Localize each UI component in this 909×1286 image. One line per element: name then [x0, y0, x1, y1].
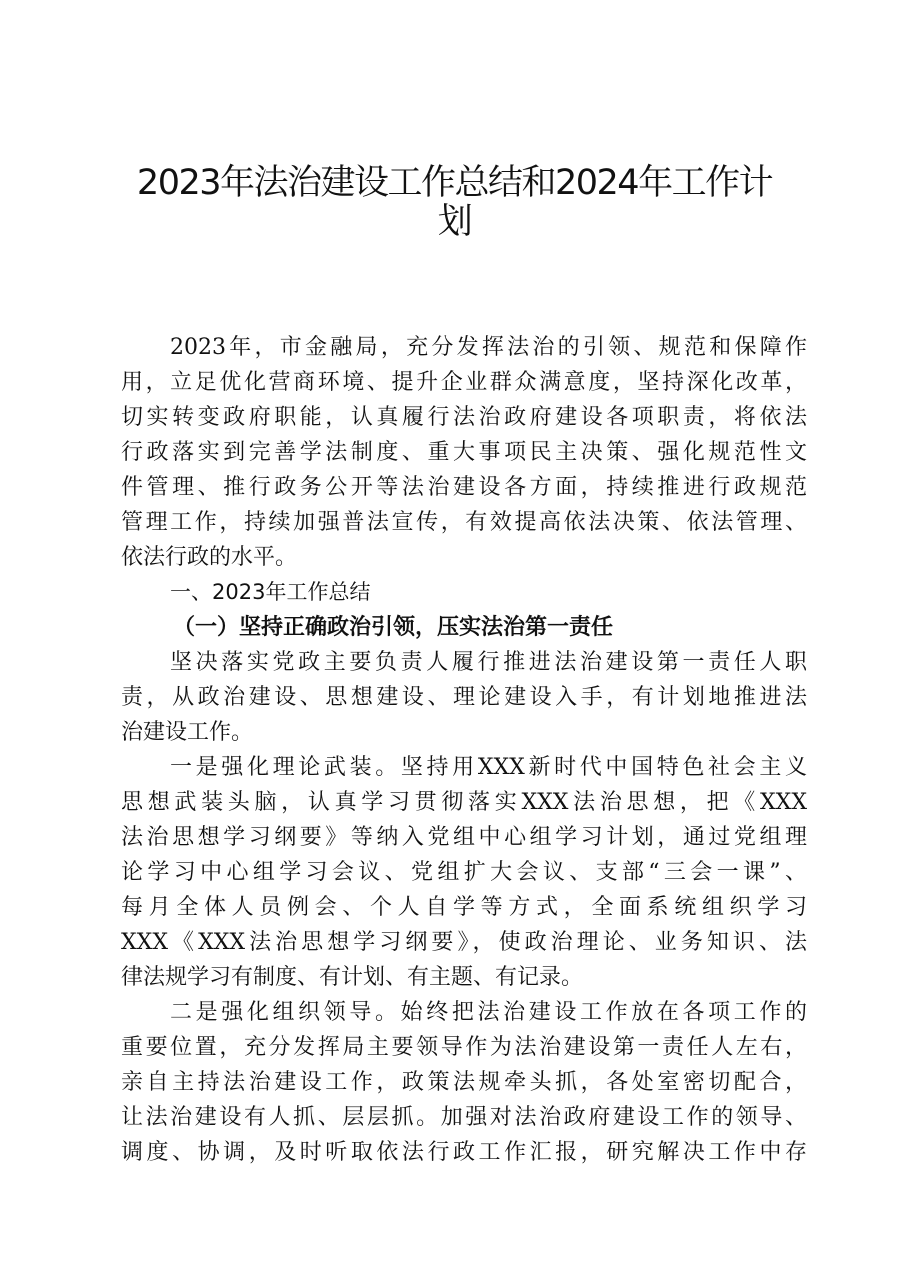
paragraph-line: 让法治建设有人抓、层层抓。加强对法治政府建设工作的领导、	[121, 1105, 807, 1130]
paragraph-line: 依法行政的水平。	[121, 545, 298, 570]
paragraph-line: 重要位置，充分发挥局主要领导作为法治建设第一责任人左右，	[121, 1035, 807, 1060]
paragraph-line: XXX《XXX法治思想学习纲要》，使政治理论、业务知识、法	[121, 930, 807, 955]
paragraph-line: 法治思想学习纲要》等纳入党组中心组学习计划，通过党组理	[121, 825, 807, 850]
section-heading: 一、2023年工作总结	[170, 580, 371, 604]
paragraph-line: 亲自主持法治建设工作，政策法规牵头抓，各处室密切配合，	[121, 1070, 807, 1095]
paragraph-line: 管理工作，持续加强普法宣传，有效提高依法决策、依法管理、	[121, 510, 807, 535]
document-title-line-2: 划	[437, 202, 472, 242]
paragraph-line: 思想武装头脑，认真学习贯彻落实XXX法治思想，把《XXX	[121, 790, 807, 815]
paragraph-line: 行政落实到完善学法制度、重大事项民主决策、强化规范性文	[121, 440, 807, 465]
subsection-heading: （一）坚持正确政治引领，压实法治第一责任	[173, 614, 614, 640]
paragraph-line: 论学习中心组学习会议、党组扩大会议、支部“三会一课”、	[121, 860, 807, 885]
document-title-line-1: 2023年法治建设工作总结和2024年工作计	[136, 163, 773, 203]
document-body	[121, 330, 807, 1170]
paragraph-line: 切实转变政府职能，认真履行法治政府建设各项职责，将依法	[121, 405, 807, 430]
paragraph-line: 用，立足优化营商环境、提升企业群众满意度，坚持深化改革，	[121, 370, 807, 395]
paragraph-line: 治建设工作。	[121, 720, 254, 745]
paragraph-line: 一是强化理论武装。坚持用XXX新时代中国特色社会主义	[170, 755, 807, 780]
paragraph-line: 2023年，市金融局，充分发挥法治的引领、规范和保障作	[170, 335, 807, 360]
paragraph-line: 律法规学习有制度、有计划、有主题、有记录。	[121, 965, 584, 990]
paragraph-line: 责，从政治建设、思想建设、理论建设入手，有计划地推进法	[121, 685, 807, 710]
paragraph-line: 二是强化组织领导。始终把法治建设工作放在各项工作的	[170, 1000, 807, 1025]
paragraph-line: 坚决落实党政主要负责人履行推进法治建设第一责任人职	[170, 650, 807, 675]
paragraph-line: 每月全体人员例会、个人自学等方式，全面系统组织学习	[121, 895, 807, 920]
paragraph-line: 件管理、推行政务公开等法治建设各方面，持续推进行政规范	[121, 475, 807, 500]
paragraph-line: 调度、协调，及时听取依法行政工作汇报，研究解决工作中存	[121, 1140, 807, 1165]
